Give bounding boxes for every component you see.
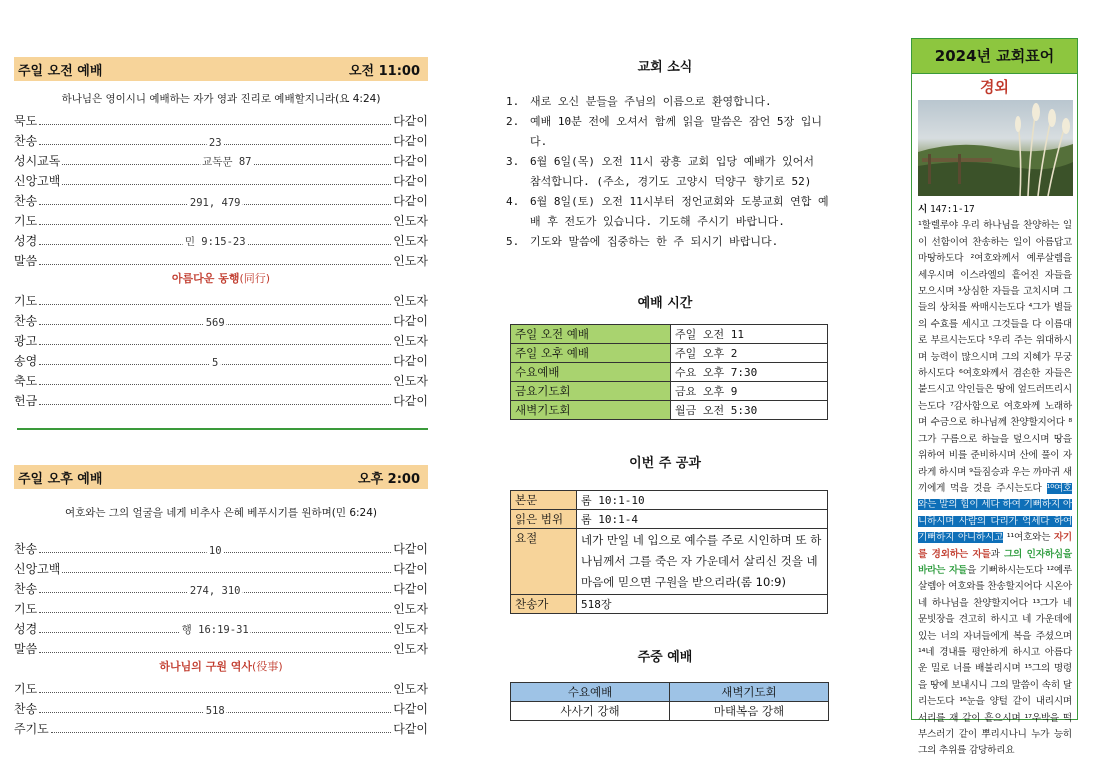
order-performer: 인도자 xyxy=(393,214,428,228)
dot-leader xyxy=(62,151,391,168)
grass-plume xyxy=(1032,103,1040,121)
news-text: 새로 오신 분들을 주님의 이름으로 환영합니다. xyxy=(530,95,772,108)
order-performer: 다같이 xyxy=(393,542,428,556)
afternoon-sermon-title-hanja: (役事) xyxy=(252,660,283,673)
order-performer: 다같이 xyxy=(393,562,428,576)
midweek-value-wed: 사사기 강해 xyxy=(511,702,670,721)
order-performer: 다같이 xyxy=(393,722,428,736)
news-number: 4. xyxy=(506,195,520,208)
news-number: 5. xyxy=(506,235,520,248)
psalm-segment: 을 기뻐하시는도다 ¹²예루살렘아 여호와를 찬송할지어다 시온아 네 하나님을 찬양할지어다 ¹³그가 네 문빗장을 견고히 하시고 네 가운데에 있는 너의 자녀들에게 복을 주셨으며 ¹⁴네 경내를 평안하게 하시고 아름다운 밀로 너를 배불리시며 ¹⁵그의 명령을 땅에 보내시니 그의 말씀이 속히 달리는도다 ¹⁶눈을 양털 같이 내리시며 서리를 재 같이 흩으시며 ¹⁷우박을 떡 부스러기 같이 뿌리시나니 누가 능히 그의 추위를 감당하리요 xyxy=(918,564,1072,757)
landscape-photo xyxy=(918,100,1073,196)
order-row xyxy=(14,329,428,349)
dot-leader xyxy=(39,391,391,405)
fence-rail xyxy=(922,158,992,162)
lesson-row xyxy=(511,529,828,595)
order-performer: 다같이 xyxy=(393,114,428,128)
landscape-illustration xyxy=(918,100,1073,196)
order-row xyxy=(14,169,428,189)
lesson-title: 이번 주 공과 xyxy=(629,456,701,471)
church-motto-box xyxy=(911,38,1078,757)
morning-service xyxy=(14,57,428,409)
morning-order-list xyxy=(14,109,428,269)
schedule-time: 월금 오전 5:30 xyxy=(671,401,828,420)
news-number: 2. xyxy=(506,115,520,128)
order-performer: 다같이 xyxy=(393,394,428,408)
order-performer: 다같이 xyxy=(393,582,428,596)
order-label: 신앙고백 xyxy=(14,562,61,576)
dot-leader xyxy=(39,311,391,329)
news-title: 교회 소식 xyxy=(637,60,693,75)
psalm-segment: 자기를 경외하는 자들 xyxy=(918,532,1072,560)
order-row xyxy=(14,697,428,717)
order-row xyxy=(14,637,428,657)
order-row xyxy=(14,597,428,617)
order-label: 묵도 xyxy=(14,114,38,128)
order-label: 찬송 xyxy=(14,134,38,148)
schedule-row xyxy=(511,344,828,363)
schedule-title: 예배 시간 xyxy=(637,296,693,311)
lesson-row xyxy=(511,595,828,614)
order-label: 광고 xyxy=(14,334,38,348)
order-performer: 다같이 xyxy=(393,314,428,328)
dot-leader xyxy=(39,699,391,717)
dot-leader xyxy=(39,351,391,369)
order-label: 성시교독 xyxy=(14,154,61,168)
order-label: 찬송 xyxy=(14,542,38,556)
morning-service-header xyxy=(14,57,428,81)
order-row xyxy=(14,717,428,737)
morning-service-title: 주일 오전 예배 xyxy=(18,63,103,79)
lesson-key: 본문 xyxy=(511,491,577,510)
psalm-segment: 그의 인자하심을 바라는 자들 xyxy=(918,548,1072,576)
order-performer: 다같이 xyxy=(393,354,428,368)
schedule-time: 금요 오후 9 xyxy=(671,382,828,401)
schedule-service: 수요예배 xyxy=(511,363,671,382)
order-label: 말씀 xyxy=(14,642,38,656)
lesson-value: 518장 xyxy=(577,595,828,614)
news-item xyxy=(500,152,830,192)
morning-order-list-2 xyxy=(14,289,428,409)
lesson-value: 롬 10:1-4 xyxy=(577,510,828,529)
order-detail: 민 9:15-23 xyxy=(184,236,246,248)
schedule-service: 주일 오후 예배 xyxy=(511,344,671,363)
dot-leader xyxy=(39,131,391,149)
motto-word: 경외 xyxy=(980,78,1009,96)
schedule-service: 금요기도회 xyxy=(511,382,671,401)
psalm-segment: ¹¹여호와는 xyxy=(1003,532,1054,544)
order-performer: 인도자 xyxy=(393,682,428,696)
fence-post xyxy=(928,154,931,184)
psalm-text xyxy=(912,196,1077,760)
midweek-value-dawn: 마태복음 강해 xyxy=(670,702,829,721)
order-row xyxy=(14,189,428,209)
dot-leader xyxy=(39,619,391,636)
order-label: 찬송 xyxy=(14,582,38,596)
order-label: 헌금 xyxy=(14,394,38,408)
schedule-time: 주일 오후 2 xyxy=(671,344,828,363)
order-performer: 인도자 xyxy=(393,602,428,616)
midweek-header-dawn: 새벽기도회 xyxy=(670,683,829,702)
order-row xyxy=(14,149,428,169)
order-row xyxy=(14,369,428,389)
order-label: 기도 xyxy=(14,682,38,696)
morning-sermon-title-text: 아름다운 동행 xyxy=(171,272,240,285)
schedule-service: 주일 오전 예배 xyxy=(511,325,671,344)
lesson-value: 네가 만일 네 입으로 예수를 주로 시인하며 또 하나님께서 그를 죽은 자 가운데서 살리신 것을 네 마음에 믿으면 구원을 받으리라(롬 10:9) xyxy=(577,529,828,595)
psalm-segment: ¹⁰여호와는 말의 힘이 세다 하여 기뻐하지 아니하시며 사람의 다리가 억세다 하여 기뻐하지 아니하시고 xyxy=(918,482,1072,544)
afternoon-order-list xyxy=(14,537,428,657)
morning-service-time: 오전 11:00 xyxy=(348,63,420,79)
section-divider xyxy=(17,428,428,430)
order-detail: 23 xyxy=(208,137,222,149)
order-performer: 인도자 xyxy=(393,234,428,248)
dot-leader xyxy=(39,579,391,597)
afternoon-sermon-title xyxy=(14,657,428,677)
afternoon-verse: 여호와는 그의 얼굴을 네게 비추사 은혜 베푸시기를 원하며(민 6:24) xyxy=(64,507,378,519)
dot-leader xyxy=(39,211,391,225)
order-label: 신앙고백 xyxy=(14,174,61,188)
order-row xyxy=(14,577,428,597)
schedule-row xyxy=(511,363,828,382)
order-row xyxy=(14,229,428,249)
order-performer: 다같이 xyxy=(393,134,428,148)
order-row xyxy=(14,129,428,149)
lesson-table xyxy=(510,490,828,614)
schedule-service: 새벽기도회 xyxy=(511,401,671,420)
order-row xyxy=(14,209,428,229)
order-detail: 518 xyxy=(205,705,225,717)
order-label: 기도 xyxy=(14,214,38,228)
news-item xyxy=(500,92,830,112)
morning-sermon-title-hanja: (同行) xyxy=(239,272,271,285)
order-label: 기도 xyxy=(14,294,38,308)
order-performer: 다같이 xyxy=(393,154,428,168)
order-detail: 569 xyxy=(205,317,225,329)
news-text: 예배 10분 전에 오셔서 함께 읽을 말씀은 잠언 5장 입니다. xyxy=(530,115,822,148)
order-detail: 5 xyxy=(212,357,219,369)
lesson-key: 읽은 범위 xyxy=(511,510,577,529)
afternoon-service-header xyxy=(14,465,428,489)
dot-leader xyxy=(39,111,391,125)
grass-plume xyxy=(1015,116,1021,132)
psalm-segment: ¹할렐루야 우리 하나님을 찬양하는 일이 선함이여 찬송하는 일이 아름답고 마땅하도다 ²여호와께서 예루살렘을 세우시며 이스라엘의 흩어진 자들을 모으시며 ³상심한 자들을 고치시며 그들의 상처를 싸매시는도다 ⁴그가 별들의 수효를 세시고 그것들을 다 이름대로 부르시는도다 ⁵우리 주는 위대하시며 능력이 많으시며 그의 지혜가 무궁하시도다 ⁶여호와께서 겸손한 자들은 붙드시고 악인들은 땅에 엎드러뜨리시는도다 ⁷감사함으로 여호와께 노래하며 수금으로 하나님께 찬양할지어다 ⁸그가 구름으로 하늘을 덮으시며 땅을 위하여 비를 준비하시며 산에 풀이 자라게 하시며 ⁹들짐승과 우는 까마귀 새끼에게 먹을 것을 주시는도다 xyxy=(918,220,1072,494)
order-performer: 인도자 xyxy=(393,374,428,388)
order-performer: 인도자 xyxy=(393,294,428,308)
order-label: 찬송 xyxy=(14,702,38,716)
lesson-key: 요절 xyxy=(511,529,577,595)
order-performer: 인도자 xyxy=(393,254,428,268)
grass-plume xyxy=(1062,118,1070,134)
order-detail: 교독문 87 xyxy=(202,156,252,168)
order-label: 기도 xyxy=(14,602,38,616)
lesson-row xyxy=(511,491,828,510)
grass-plume xyxy=(1048,109,1056,127)
morning-sermon-title xyxy=(14,269,428,289)
schedule-time: 수요 오후 7:30 xyxy=(671,363,828,382)
midweek-header-wed: 수요예배 xyxy=(511,683,670,702)
dot-leader xyxy=(39,599,391,613)
dot-leader xyxy=(39,539,391,557)
fence-post xyxy=(958,154,961,184)
order-row xyxy=(14,617,428,637)
dot-leader xyxy=(51,719,391,733)
order-row xyxy=(14,349,428,369)
order-row xyxy=(14,309,428,329)
dot-leader xyxy=(39,191,391,209)
dot-leader xyxy=(62,559,391,573)
psalm-segment: 과 xyxy=(990,548,1004,560)
morning-verse: 하나님은 영이시니 예배하는 자가 영과 진리로 예배할지니라(요 4:24) xyxy=(61,93,381,105)
order-row xyxy=(14,537,428,557)
schedule-row xyxy=(511,325,828,344)
news-number: 3. xyxy=(506,155,520,168)
order-performer: 인도자 xyxy=(393,334,428,348)
psalm-ref: 147:1-17 xyxy=(929,204,975,215)
dot-leader xyxy=(62,171,391,185)
dot-leader xyxy=(39,639,391,653)
news-item xyxy=(500,192,830,232)
dot-leader xyxy=(39,331,391,345)
order-performer: 인도자 xyxy=(393,622,428,636)
afternoon-service-time: 오후 2:00 xyxy=(358,471,420,487)
dot-leader xyxy=(39,291,391,305)
schedule-row xyxy=(511,382,828,401)
order-row xyxy=(14,677,428,697)
order-performer: 다같이 xyxy=(393,174,428,188)
order-row xyxy=(14,249,428,269)
schedule-row xyxy=(511,401,828,420)
midweek-table xyxy=(510,682,829,721)
order-label: 성경 xyxy=(14,234,38,248)
order-row xyxy=(14,109,428,129)
dot-leader xyxy=(39,679,391,693)
news-text: 6월 8일(토) 오전 11시부터 정언교회와 도봉교회 연합 예배 후 전도가 있습니다. 기도해 주시기 바랍니다. xyxy=(530,195,829,228)
dot-leader xyxy=(39,251,391,265)
lesson-key: 찬송가 xyxy=(511,595,577,614)
order-row xyxy=(14,389,428,409)
lesson-row xyxy=(511,510,828,529)
order-detail: 10 xyxy=(208,545,222,557)
order-detail: 행 16:19-31 xyxy=(181,624,249,636)
order-label: 말씀 xyxy=(14,254,38,268)
lesson-value: 롬 10:1-10 xyxy=(577,491,828,510)
schedule-table xyxy=(510,324,828,420)
psalm-body xyxy=(918,220,1072,756)
psalm-book: 시 xyxy=(918,204,928,215)
order-row xyxy=(14,289,428,309)
order-label: 찬송 xyxy=(14,314,38,328)
afternoon-service xyxy=(14,465,428,737)
order-performer: 다같이 xyxy=(393,702,428,716)
order-performer: 다같이 xyxy=(393,194,428,208)
dot-leader xyxy=(39,231,391,248)
schedule-time: 주일 오전 11 xyxy=(671,325,828,344)
news-list xyxy=(500,92,830,252)
order-row xyxy=(14,557,428,577)
order-label: 성경 xyxy=(14,622,38,636)
order-label: 주기도 xyxy=(14,722,49,736)
order-label: 축도 xyxy=(14,374,38,388)
midweek-title: 주중 예배 xyxy=(637,650,693,665)
motto-heading: 2024년 교회표어 xyxy=(912,39,1077,74)
news-item xyxy=(500,232,830,252)
order-performer: 인도자 xyxy=(393,642,428,656)
middle-column xyxy=(500,0,830,782)
afternoon-service-title: 주일 오후 예배 xyxy=(18,471,103,487)
order-label: 송영 xyxy=(14,354,38,368)
news-item xyxy=(500,112,830,152)
news-text: 6월 6일(목) 오전 11시 광흥 교회 입당 예배가 있어서 참석합니다. (주소, 경기도 고양시 덕양구 향기로 52) xyxy=(530,155,814,188)
order-detail: 291, 479 xyxy=(189,197,241,209)
dot-leader xyxy=(39,371,391,385)
order-detail: 274, 310 xyxy=(189,585,241,597)
afternoon-order-list-2 xyxy=(14,677,428,737)
news-number: 1. xyxy=(506,95,520,108)
order-label: 찬송 xyxy=(14,194,38,208)
afternoon-sermon-title-text: 하나님의 구원 역사 xyxy=(159,660,253,673)
news-text: 기도와 말씀에 집중하는 한 주 되시기 바랍니다. xyxy=(530,235,779,248)
